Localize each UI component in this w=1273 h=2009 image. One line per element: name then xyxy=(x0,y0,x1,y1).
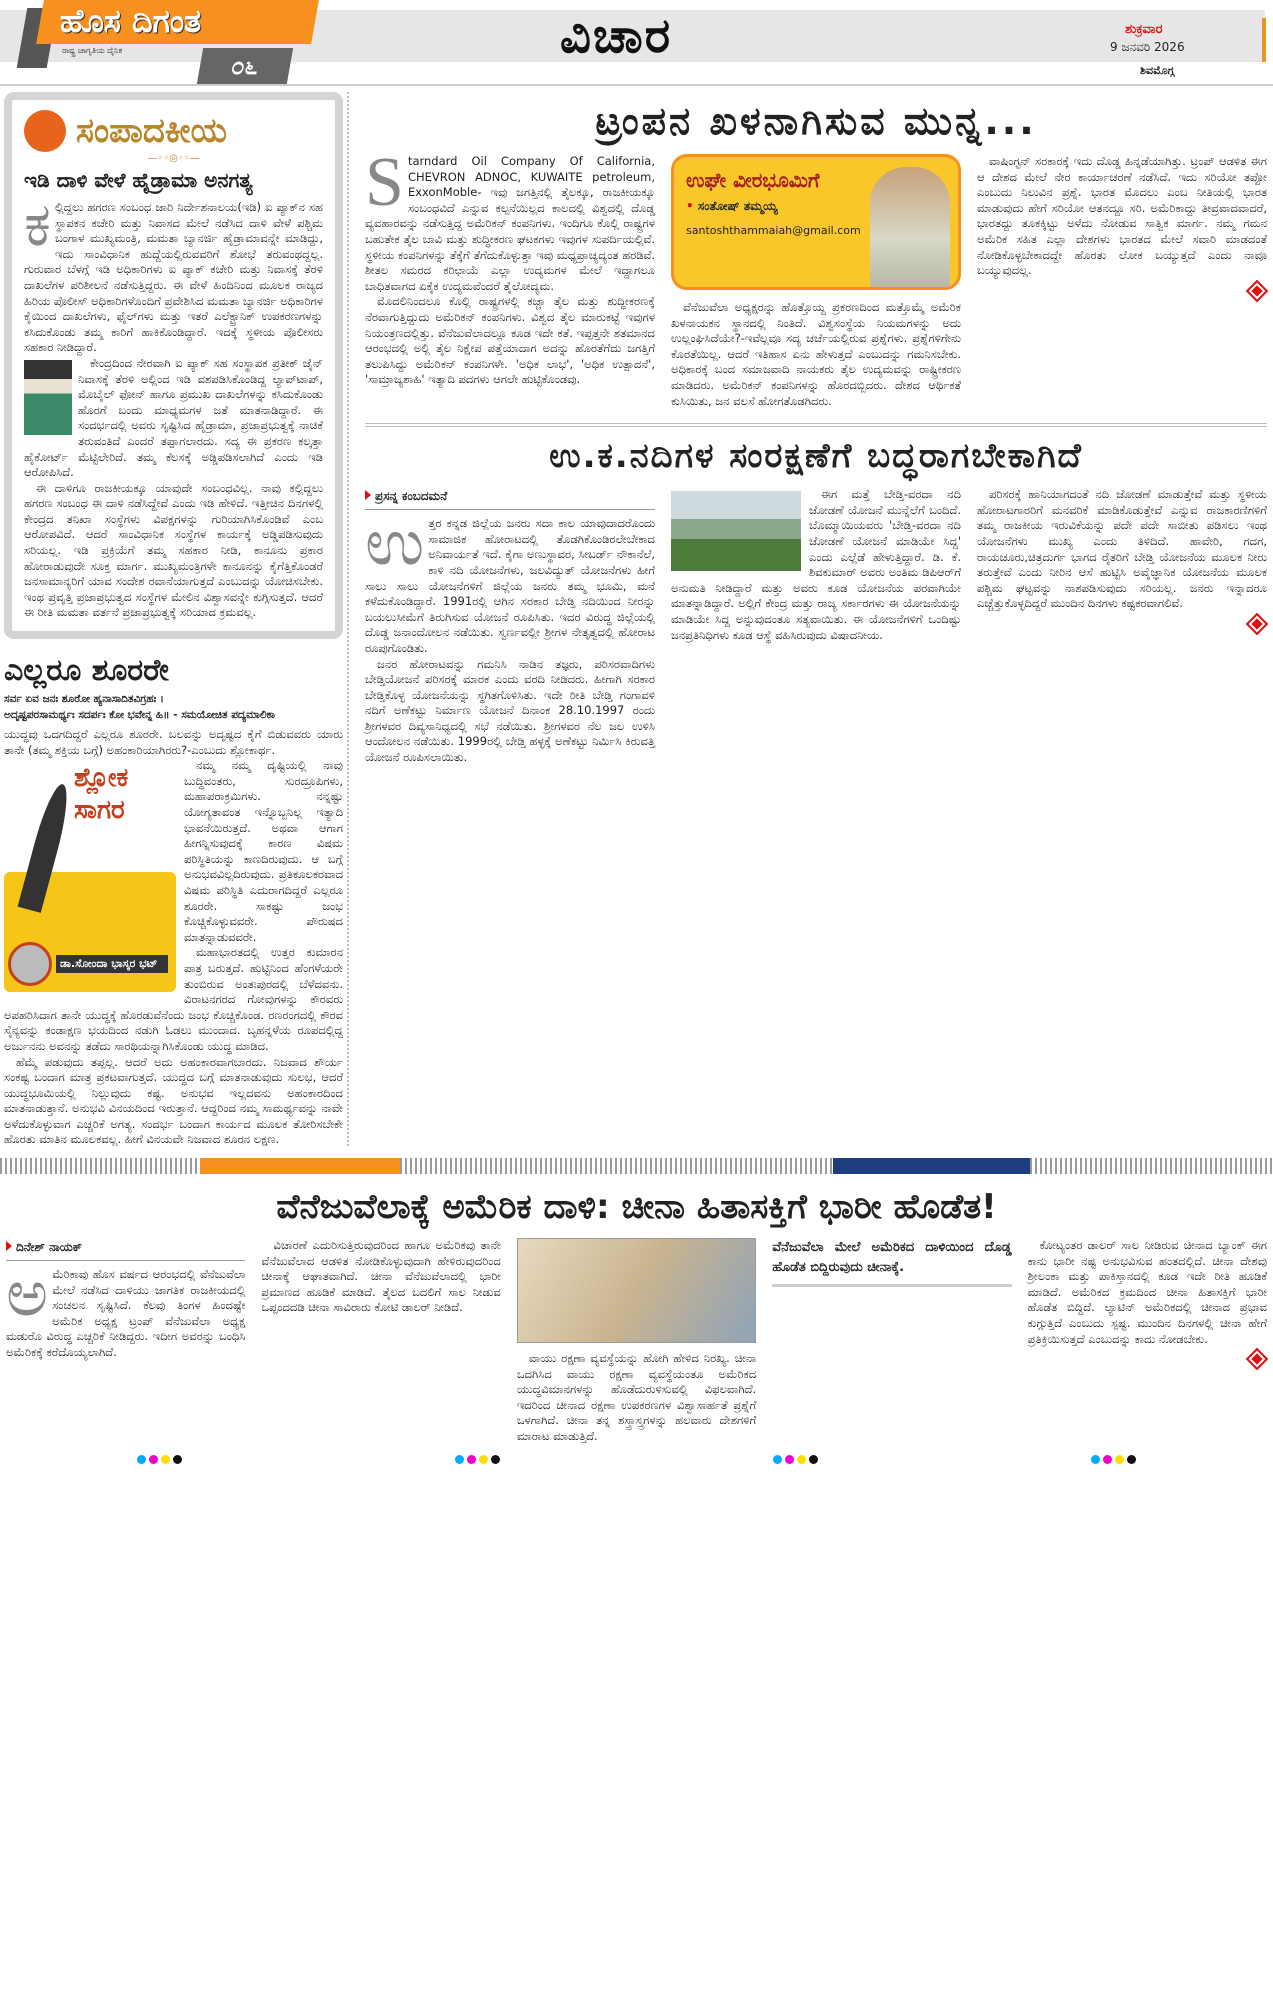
article3-headline: ವೆನೆಜುವೆಲಾಕ್ಕೆ ಅಮೆರಿಕ ದಾಳಿ: ಚೀನಾ ಹಿತಾಸಕ್ತಿಗೆ ಭಾರೀ ಹೊಡೆತ! xyxy=(276,1187,997,1228)
shloka-author: ಡಾ.ಸೋಂದಾ ಭಾಸ್ಕರ ಭಟ್ xyxy=(56,955,168,973)
registration-dots xyxy=(1091,1455,1136,1464)
paragraph: ಈ ದಾಳಿಗೂ ರಾಜಕೀಯಕ್ಕೂ ಯಾವುದೇ ಸಂಬಂಧವಿಲ್ಲ. ನಾವು ಕಲ್ಲಿದ್ದಲು ಹಗರಣ ಸಂಬಂಧ ಈ ದಾಳಿ ನಡೆಸಿದ್ದೇವೆ ಎಂದು ಇಡಿ ಹೇಳಿದೆ. ಇತ್ತೀಚಿನ ದಿನಗಳಲ್ಲಿ ಕೇಂದ್ರದ ತನಿಖಾ ಸಂಸ್ಥೆಗಳು ವಿಪಕ್ಷಗಳನ್ನು ಗುರಿಯಾಗಿಸಿಕೊಂಡಿವೆ ಎಂಬ ಆರೋಪವಿದೆ. ಆದರೆ ಸಾಂವಿಧಾನಿಕ ಸಂಸ್ಥೆಗಳ ಕಾರ್ಯಕ್ಕೆ ಅಡ್ಡಿಪಡಿಸುವುದು ಸರಿಯಲ್ಲ. ಇಡಿ ಪ್ರಕ್ರಿಯೆಗೆ ತಮ್ಮ ಸಹಕಾರ ನೀಡಿ, ಕಾನೂನು ಪ್ರಕಾರ ಹೋರಾಡುವುದೇ ಸೂಕ್ತ ಮಾರ್ಗ. ಮುಖ್ಯಮಂತ್ರಿಗಳೇ ಕಾನೂನನ್ನು ಕೈಗೆತ್ತಿಕೊಂಡರೆ ಜನಸಾಮಾನ್ಯರಿಗೆ ಯಾವ ಸಂದೇಶ ರವಾನೆಯಾಗುತ್ತದೆ ಎಂಬುದನ್ನು ಯೋಚಿಸಬೇಕು. ಇಂಥ ಪ್ರವೃತ್ತಿ ಪ್ರಜಾಪ್ರಭುತ್ವದ ಸಂಸ್ಥೆಗಳ ಮೇಲಿನ ವಿಶ್ವಾಸವನ್ನೇ ಕುಗ್ಗಿಸುತ್ತದೆ. ಆದರೆ ಈ ರೀತಿ ಮಮತಾ ವರ್ತನೆ ಪ್ರಜಾಪ್ರಭುತ್ವಕ್ಕೆ ಸರಿಯಾದ ಕ್ರಮವಲ್ಲ. xyxy=(24,480,323,620)
paragraph: ಕೋಟ್ಯಂತರ ಡಾಲರ್ ಸಾಲ ನೀಡಿರುವ ಚೀನಾದ ಬ್ಯಾಂಕ್ ಈಗ ಕಾನು ಭಾರೀ ನಷ್ಟ ಅನುಭವಿಸುವ ಹಂತದಲ್ಲಿದೆ. ಚೀನಾ ದೇಶವು ಶ್ರೀಲಂಕಾ ಮತ್ತು ಪಾಕಿಸ್ತಾನದಲ್ಲಿ ಕೂಡ ಇದೇ ರೀತಿ ಹೂಡಿಕೆ ಮಾಡಿದೆ. ಅಮೆರಿಕದ ಕ್ರಮದಿಂದ ಚೀನಾ ಹಿತಾಸಕ್ತಿಗೆ ಭಾರೀ ಹೊಡೆತ ಬಿದ್ದಿದೆ. ಲ್ಯಾಟಿನ್ ಅಮೆರಿಕದಲ್ಲಿ ಚೀನಾದ ಪ್ರಭಾವ ಕುಗ್ಗುತ್ತಿದೆ ಎಂಬುದು ಸ್ಪಷ್ಟ. ಮುಂದಿನ ದಿನಗಳಲ್ಲಿ ಚೀನಾ ಹೇಗೆ ಪ್ರತಿಕ್ರಿಯಿಸುತ್ತದೆ ಎಂಬುದನ್ನು ಕಾದು ನೋಡಬೇಕು. xyxy=(1027,1238,1268,1346)
article1-col-2 xyxy=(671,154,961,409)
paragraph: ವಾಯು ರಕ್ಷಣಾ ವ್ಯವಸ್ಥೆಯನ್ನು ಹೋಗಿ ಹೇಳಿದ ನಿರಖ್ಯ. ಚೀನಾ ಒದಗಿಸಿದ ವಾಯು ರಕ್ಷಣಾ ವ್ಯವಸ್ಥೆಯಂತೂ ಅಮೆರಿಕದ ಯುದ್ಧವಿಮಾನಗಳನ್ನು ಹೊಡೆದುರುಳಿಸುವಲ್ಲಿ ವಿಫಲವಾಗಿದೆ. ಇದರಿಂದ ಚೀನಾದ ರಕ್ಷಣಾ ಉಪಕರಣಗಳ ವಿಶ್ವಾಸಾರ್ಹತೆ ಪ್ರಶ್ನೆಗೆ ಒಳಗಾಗಿದೆ. ಚೀನಾ ತನ್ನ ಶಸ್ತ್ರಾಸ್ತ್ರಗಳನ್ನು ಹಲವಾರು ದೇಶಗಳಿಗೆ ಮಾರಾಟ ಮಾಡುತ್ತಿದೆ. xyxy=(516,1351,757,1444)
logo-tagline: ರಾಷ್ಟ್ರ ಜಾಗೃತಿಯ ದೈನಿಕ xyxy=(62,46,123,55)
article2-byline: ಪ್ರಸನ್ನ ಕಂಬದಮನೆ xyxy=(365,487,655,510)
drop-cap: S xyxy=(365,144,404,221)
paragraph: ವಿಚಾರಣೆ ಎದುರಿಸುತ್ತಿರುವುದರಿಂದ ಹಾಗೂ ಅಮೆರಿಕವು ತಾನೇ ವೆನೆಜುವೆಲಾದ ಆಡಳಿತ ನೋಡಿಕೊಳ್ಳುವುದಾಗಿ ಹೇಳಿರುವುದರಿಂದ ಚೀನಾಕ್ಕೆ ಆಘಾತವಾಗಿದೆ. ಚೀನಾ ವೆನೆಜುವೆಲಾದಲ್ಲಿ ಭಾರೀ ಪ್ರಮಾಣದ ಹೂಡಿಕೆ ಮಾಡಿದೆ. ತೈಲದ ಬದಲಿಗೆ ಸಾಲ ನೀಡುವ ಒಪ್ಪಂದದಡಿ ಚೀನಾ ಸಾವಿರಾರು ಕೋಟಿ ಡಾಲರ್ ನೀಡಿದೆ. xyxy=(261,1238,501,1315)
newspaper-logo: ಹೊಸ ದಿಗಂತ xyxy=(60,2,202,40)
paragraph: ಮೆರಿಕಾವು ಹೊಸ ವರ್ಷದ ಆರಂಭದಲ್ಲಿ ವೆನೆಜುವೆಲಾ ಮೇಲೆ ನಡೆಸಿದ ದಾಳಿಯು ಜಾಗತಿಕ ರಾಜಕೀಯದಲ್ಲಿ ಸಂಚಲನ ಸೃಷ್ಟಿಸಿದೆ. ಕೆಲವು ತಿಂಗಳ ಹಿಂದಷ್ಟೇ ಅಮೆರಿಕ ಅಧ್ಯಕ್ಷ ಟ್ರಂಪ್ ವೆನೆಜುವೆಲಾ ಅಧ್ಯಕ್ಷ ಮಡುರೊ ವಿರುದ್ಧ ಎಚ್ಚರಿಕೆ ನೀಡಿದ್ದರು. ಇದೀಗ ಅವರನ್ನು ಬಂಧಿಸಿ ಅಮೆರಿಕಕ್ಕೆ ಕರೆದೊಯ್ಯಲಾಗಿದೆ. xyxy=(6,1267,246,1360)
paragraph: ವೆನೆಜುವೆಲಾ ಅಧ್ಯಕ್ಷರನ್ನು ಹೊತ್ತೊಯ್ದ ಪ್ರಕರಣದಿಂದ ಮತ್ತೊಮ್ಮೆ ಅಮೆರಿಕ ಖಳನಾಯಕನ ಸ್ಥಾನದಲ್ಲಿ ನಿಂತಿದೆ. ವಿಶ್ವಸಂಸ್ಥೆಯ ನಿಯಮಗಳನ್ನು ಅದು ಉಲ್ಲಂಘಿಸಿದೆಯೇ?-ಇವೆಲ್ಲವೂ ಸದ್ಯ ಚರ್ಚೆಯಲ್ಲಿರುವ ಪ್ರಶ್ನೆಗಳು. ಪ್ರಶ್ನೆಗಳಿಗೇನು ಕೊರತೆಯಿಲ್ಲ. ಆದರೆ ಇತಿಹಾಸ ಏನು ಹೇಳುತ್ತದೆ ಎಂಬುದನ್ನು ಗಮನಿಸಬೇಕು. ಅಧಿಕಾರಕ್ಕೆ ಬಂದ ಸಮಾಜವಾದಿ ನಾಯಕರು ತೈಲ ಉದ್ಯಮವನ್ನು ರಾಷ್ಟ್ರೀಕರಣ ಮಾಡಿದರು. ಅಮೆರಿಕನ್ ಕಂಪನಿಗಳನ್ನು ಹೊರದಬ್ಬಿದರು. ದೇಶದ ಆರ್ಥಿಕತೆ ಕುಸಿಯಿತು, ಜನ ವಲಸೆ ಹೋಗತೊಡಗಿದರು. xyxy=(671,300,961,408)
day: ಶುಕ್ರವಾರ xyxy=(1125,22,1163,37)
editorial-header xyxy=(24,110,323,152)
section-title: ವಿಚಾರ xyxy=(560,8,673,64)
article3-byline: ದಿನೇಶ್ ನಾಯಕ್ xyxy=(6,1238,245,1261)
color-bar-orange xyxy=(200,1158,400,1174)
color-bar xyxy=(0,1158,1273,1174)
paragraph: ಈಗ ಮತ್ತೆ ಬೇಡ್ತಿ-ವರದಾ ನದಿ ಜೋಡಣೆ ಯೋಜನೆ ಮುನ್ನೆಲೆಗೆ ಬಂದಿದೆ. ಬೊಮ್ಮಾಯಿಯವರು 'ಬೇಡ್ತಿ-ವರದಾ ನದಿ ಜೋಡಣೆ ಯೋಜನೆ ಮಾಡಿಯೇ ಸಿದ್ದ' ಎಂದು ಎಲ್ಲೆಡೆ ಹೇಳುತ್ತಿದ್ದಾರೆ. ಡಿ. ಕೆ. ಶಿವಕುಮಾರ್ ಅವರು ಅಂತಿಮ ಡಿಪಿಆರ್‌ಗೆ ಅನುಮತಿ ನೀಡಿದ್ದಾರೆ ಮತ್ತು ಅವರು ಕೂಡ ಯೋಜನೆಯ ಪರವಾಗಿಯೇ ಮಾತನ್ನಾಡಿದ್ದಾರೆ. ಅಲ್ಲಿಗೆ ಕೇಂದ್ರ ಮತ್ತು ರಾಜ್ಯ ಸರ್ಕಾರಗಳು ಈ ಯೋಜನೆಯನ್ನು ಮಾಡಿಯೇ ಸಿದ್ದ ಅನ್ನುವುದಂತೂ ಸತ್ಯವಾಯಿತು. ಈ ಯೋಜನೆಗಳಿಗೆ ಒಂದಿಷ್ಟು ಜನಪ್ರತಿನಿಧಿಗಳು ಕೂಡ ಆಸ್ಥೆ ವಹಿಸಿರುವುದು ವಿಷಾದನೀಯ. xyxy=(671,487,961,642)
paragraph: ಮಹಾಭಾರತದಲ್ಲಿ ಉತ್ತರ ಕುಮಾರನ ಪಾತ್ರ ಬರುತ್ತದೆ. ಹುಟ್ಟಿನಿಂದ ಹೆಂಗಳೆಯರೇ ತುಂಬಿರುವ ಅಂತಃಪುರದಲ್ಲಿ ಬೆಳೆದವನು. ವಿರಾಟನಗರದ ಗೋವುಗಳನ್ನು ಕೌರವರು ಅಪಹರಿಸಿದಾಗ ತಾನೇ ಯುದ್ಧಕ್ಕೆ ಹೊರಡುವೆನೆಂದು ಜಂಭ ಕೊಚ್ಚಿಕೊಂಡ. ರಣರಂಗದಲ್ಲಿ ಕೌರವ ಸೈನ್ಯವನ್ನು ಕಂಡಾಕ್ಷಣ ಭಯದಿಂದ ನಡುಗಿ ಓಡಲು ಮುಂದಾದ. ಬೃಹನ್ನಳೆಯ ರೂಪದಲ್ಲಿದ್ದ ಅರ್ಜುನನು ಅವನನ್ನು ತಡೆದು ಸಾರಥಿಯನ್ನಾಗಿಸಿಕೊಂಡು ಯುದ್ಧ ಮಾಡಿದ. xyxy=(4,945,343,1053)
registration-dots xyxy=(455,1455,500,1464)
end-mark-icon xyxy=(1249,1351,1266,1368)
article2-body xyxy=(365,487,1267,766)
paragraph: ಯುದ್ಧವು ಒದಗದಿದ್ದರೆ ಎಲ್ಲರೂ ಶೂರರೇ. ಬಲವನ್ನು ಅದೃಷ್ಟದ ಕೈಗೆ ಬಿಡುವವರು ಯಾರು ತಾನೇ (ತಮ್ಮ ಶಕ್ತಿಯ ಬಗ್ಗೆ) ಅಹಂಕಾರಿಯಾಗಿರರು?-ಎಂಬುದು ಶ್ಲೋಕಾರ್ಥ. xyxy=(4,727,343,757)
drop-cap: ಉ xyxy=(365,507,425,579)
author-name: ಸಂತೋಷ್ ತಮ್ಮಯ್ಯ xyxy=(697,199,778,213)
author-email[interactable]: santoshthammaiah@gmail.com xyxy=(686,224,861,237)
shloka-column-title: ಶ್ಲೋಕ ಸಾಗರ xyxy=(74,763,129,826)
editorial-headline: ಇಡಿ ದಾಳಿ ವೇಳೆ ಹೈಡ್ರಾಮಾ ಅನಗತ್ಯ xyxy=(24,168,253,192)
paragraph: ಲ್ಲಿದ್ದಲು ಹಗರಣ ಸಂಬಂಧ ಜಾರಿ ನಿರ್ದೇಶನಾಲಯ(ಇಡಿ) ಐ ಪ್ಯಾಕ್‌ನ ಸಹ ಸ್ಥಾಪಕನ ಕಚೇರಿ ಮತ್ತು ನಿವಾಸದ ಮೇಲೆ ನಡೆಸಿದ ದಾಳಿ ವೇಳೆ ಪಶ್ಚಿಮ ಬಂಗಾಳ ಮುಖ್ಯಮಂತ್ರಿ, ಮಮತಾ ಬ್ಯಾನರ್ಜಿ ಹೈಡ್ರಾಮಾವನ್ನೇ ಮಾಡಿದ್ದು, ಇದು ಸಾಂವಿಧಾನಿಕ ಹುದ್ದೆಯಲ್ಲಿರುವವರಿಗೆ ಶೋಭೆ ತರುವಂಥದ್ದಲ್ಲ. ಗುರುವಾರ ಬೆಳಗ್ಗೆ ಇಡಿ ಅಧಿಕಾರಿಗಳು ಐ ಪ್ಯಾಕ್ ಕಚೇರಿ ಮತ್ತು ನಿವಾಸಕ್ಕೆ ತೆರಳಿ ದಾಖಲೆಗಳ ಪರಿಶೀಲನೆ ನಡೆಸುತ್ತಿದ್ದರು. ಈ ವೇಳೆ ಹಿಂದಿನಿಂದ ಮೂಲಕ ರಾಜ್ಯದ ಹಿರಿಯ ಪೊಲೀಸ್ ಅಧಿಕಾರಿಗಳೊಂದಿಗೆ ಪ್ರವೇಶಿಸಿದ ಮಮತಾ ಬ್ಯಾನರ್ಜಿ ಅಧಿಕಾರಿಗಳ ಕೈಯಿಂದ ದಾಖಲೆಗಳು, ಫೈಲ್‌ಗಳು ಮತ್ತು ಇತರೆ ಎಲೆಕ್ಟ್ರಾನಿಕ್ ಉಪಕರಣಗಳನ್ನು ಕಸಿದುಕೊಂಡು ತಮ್ಮ ಕಾರಿಗೆ ಹಾಕಿಕೊಂಡಿದ್ದಾರೆ. ಇದಕ್ಕೆ ಸ್ಥಳೀಯ ಪೊಲೀಸರು ಸಹಕಾರ ನೀಡಿದ್ದಾರೆ. xyxy=(24,200,323,355)
author-avatar xyxy=(8,942,52,986)
paragraph: ನಮ್ಮ ನಮ್ಮ ದೃಷ್ಟಿಯಲ್ಲಿ ನಾವು ಬುದ್ಧಿವಂತರು, ಸುರದ್ರೂಪಿಗಳು, ಮಹಾಪರಾಕ್ರಮಿಗಳು. ನನ್ನಷ್ಟು ಯೋಗ್ಯತಾವಂತ ಇನ್ನೊಬ್ಬನಿಲ್ಲ ಇತ್ಯಾದಿ ಭಾವನೆಯಿರುತ್ತದೆ. ಅಥವಾ ಆಗಾಗ ಹೀಗನ್ನಿಸುವುದಕ್ಕೆ ಕಾರಣ ವಿಷಮ ಪರಿಸ್ಥಿತಿಯನ್ನು ಕಾಣದಿರುವುದು. ಆ ಬಗ್ಗೆ ಅನುಭವವಿಲ್ಲದಿರುವುದು. ಪ್ರತಿಕೂಲಕರವಾದ ವಿಷಮ ಪರಿಸ್ಥಿತಿ ಎದುರಾಗದಿದ್ದರೆ ಎಲ್ಲರೂ ಶೂರರೇ. ಸಾಕಷ್ಟು ಜಂಭ ಕೊಚ್ಚಿಕೊಳ್ಳುವವರೇ. ಪೌರುಷದ ಮಾತನ್ನಾಡುವವರೇ. xyxy=(184,758,343,944)
divider xyxy=(365,423,1267,427)
registration-marks xyxy=(0,1445,1273,1470)
article3-col-2 xyxy=(261,1238,500,1316)
shloka-verse xyxy=(4,691,343,723)
registration-dots xyxy=(773,1455,818,1464)
author-block xyxy=(8,942,168,986)
drop-cap: ಕ xyxy=(24,192,51,258)
verse-line-1: ಸರ್ವ ಏವ ಜನಃ ಶೂರೋ ಹ್ಯನಾಸಾದಿತವಿಗ್ರಹಃ । xyxy=(4,693,164,706)
paragraph: ತ್ತರ ಕನ್ನಡ ಜಿಲ್ಲೆಯ ಜನರು ಸದಾ ಕಾಲ ಯಾವುದಾದರೊಂದು ಸಾಮಾಜಿಕ ಹೋರಾಟದಲ್ಲಿ ತೊಡಗಿಕೊಂಡಿರಲೇಬೇಕಾದ ಅನಿವಾರ್ಯತೆ ಇದೆ. ಕೈಗಾ ಅಣುಸ್ಥಾವರ, ಸೀಬರ್ಡ್ ನೌಕಾನೆಲೆ, ಕಾಳಿ ನದಿ ಯೋಜನೆಗಳು, ಜಲವಿದ್ಯುತ್ ಯೋಜನೆಗಳು ಹೀಗೆ ಸಾಲು ಸಾಲು ಯೋಜನೆಗಳಿಗೆ ಜಿಲ್ಲೆಯ ಜನರು ತಮ್ಮ ಭೂಮಿ, ಮನೆ ಕಳೆದುಕೊಂಡಿದ್ದಾರೆ. 1991ರಲ್ಲಿ ಆಗಿನ ಸರಕಾರ ಬೇಡ್ತಿ ನದಿಯಿಂದ ನೀರನ್ನು ಬಯಲುಸೀಮೆಗೆ ತಿರುಗಿಸುವ ಯೋಜನೆ ರೂಪಿಸಿತು. ಇದರ ವಿರುದ್ಧ ಜಿಲ್ಲೆಯಲ್ಲಿ ದೊಡ್ಡ ಜನಾಂದೋಲನ ನಡೆಯಿತು. ಸ್ವರ್ಣವಲ್ಲೀ ಶ್ರೀಗಳ ನೇತೃತ್ವದಲ್ಲಿ ಹೋರಾಟ ರೂಪುಗೊಂಡಿತು. xyxy=(365,516,655,655)
article3-col-3 xyxy=(517,1238,756,1445)
paragraph: ಜನರ ಹೋರಾಟವನ್ನು ಗಮನಿಸಿ ನಾಡಿನ ತಜ್ಞರು, ಪರಿಸರವಾದಿಗಳು ಬೇಡ್ತಿಯೋಜನೆ ಪರಿಸರಕ್ಕೆ ಮಾರಕ ಎಂದು ವರದಿ ನೀಡಿದರು. ಹೀಗಾಗಿ ಸರಕಾರ ಬೇಡ್ತಿಕೊಳ್ಳ ಯೋಜನೆಯನ್ನು ಸ್ಥಗಿತಗೊಳಿಸಿತು. ಇದೇ ರೀತಿ ಬೇಡ್ತಿ ಗಂಗಾವಳಿ ನದಿಗೆ ಅಣೆಕಟ್ಟು ನಿರ್ಮಾಣ ಯೋಜನೆ ದಿನಾಂಕ 28.10.1997 ರಂದು ಶ್ರೀಗಳವರ ದಿವ್ಯಸಾನಿಧ್ಯದಲ್ಲಿ ಸಭೆ ನಡೆಯಿತು. ಶ್ರೀಗಳವರ ನೆಲ ಜಲ ಉಳಿಸಿ ಆಂದೋಲನ ನಡೆಯಿತು. 1999ರಲ್ಲಿ ಬೇಡ್ತಿ ಹಳ್ಳಕ್ಕೆ ಅಣೆಕಟ್ಟು ನಿರ್ಮಿಸಿ ಕಿರುವತ್ತಿ ಯೋಜನೆ ರೂಪಿಸಲಾಯಿತು. xyxy=(365,656,655,765)
editorial-body xyxy=(24,192,323,621)
registration-dots xyxy=(137,1455,182,1464)
river-photo xyxy=(671,491,801,571)
shloka-graphic xyxy=(4,762,176,992)
column-box xyxy=(671,154,961,290)
left-column xyxy=(0,92,347,1148)
mamata-photo xyxy=(24,360,72,435)
paragraph: ಕೇಂದ್ರದಿಂದ ನೇರವಾಗಿ ಐ ಪ್ಯಾಕ್ ಸಹ ಸಂಸ್ಥಾಪಕ ಪ್ರತೀಕ್ ಜೈನ್ ನಿವಾಸಕ್ಕೆ ತೆರಳಿ ಅಲ್ಲಿಂದ ಇಡಿ ವಶಪಡಿಸಿಕೊಂಡಿದ್ದ ಲ್ಯಾಪ್‌ಟಾಪ್, ಮೊಬೈಲ್ ಫೋನ್ ಹಾಗೂ ಪ್ರಮುಖ ದಾಖಲೆಗಳನ್ನು ಕಸಿದುಕೊಂಡು ಹೊರಗೆ ಬಂದು ಮಾಧ್ಯಮಗಳ ಜತೆ ಮಾತನಾಡಿದ್ದಾರೆ. ಈ ಸಂದರ್ಭದಲ್ಲಿ ಅವರು ಸೃಷ್ಟಿಸಿದ ಹೈಡ್ರಾಮಾ, ಪ್ರಜಾಪ್ರಭುತ್ವಕ್ಕೆ ನಾಚಿಕೆ ತರುವಂತಿದೆ ಎಂದರೆ ತಪ್ಪಾಗಲಾರದು. ಸದ್ಯ ಈ ಪ್ರಕರಣ ಕಲ್ಕತ್ತಾ ಹೈಕೋರ್ಟ್ ಮೆಟ್ಟಿಲೇರಿದೆ. ತಮ್ಮ ಕೆಲಸಕ್ಕೆ ಅಡ್ಡಿಪಡಿಸಲಾಗಿದೆ ಎಂದು ಇಡಿ ಆರೋಪಿಸಿದೆ. xyxy=(24,355,323,480)
page-number: ೦೬ xyxy=(197,48,293,84)
masthead xyxy=(0,0,1273,86)
edition-city: ಶಿವಮೊಗ್ಗ xyxy=(1140,64,1175,77)
article3-col-1 xyxy=(6,1238,245,1361)
paragraph: ವಾಷಿಂಗ್ಟನ್ ಸರಕಾರಕ್ಕೆ ಇದು ದೊಡ್ಡ ಹಿನ್ನಡೆಯಾಗಿತ್ತು. ಟ್ರಂಪ್ ಆಡಳಿತ ಈಗ ಆ ದೇಶದ ಮೇಲೆ ನೇರ ಕಾರ್ಯಾಚರಣೆ ನಡೆಸಿದೆ. ಇದು ಸರಿಯೋ ತಪ್ಪೋ ಎಂಬುದು ನಿಲುವಿನ ಪ್ರಶ್ನೆ. ಭಾರತ ಮೊದಲು ಎಂಬ ನೀತಿಯಲ್ಲಿ ಭಾರತ ಮಾಡುವುದು ಹೇಗೆ ಸರಿಯೋ ಆತನದ್ದೂ ಸರಿ. ಅಮೆರಿಕಾದ್ದು ತೀವ್ರವಾದವಾದರೆ, ಭಾರತದ್ದು ತೂಕಕ್ಕಿಟ್ಟು ಅಳೆದು ನೋಡುವ ಸಾತ್ವಿಕ ಮಾರ್ಗ. ನಮ್ಮ ಗಮನ ಅಮೆರಿಕ ಸಹಿತ ಎಲ್ಲಾ ದೇಶಗಳು ಭಾರತದ ಮೇಲೆ ಸವಾರಿ ಮಾಡದಂತೆ ನೋಡಿಕೊಳ್ಳಬೇಕಾದದ್ದೇ ಹೊರತು ಲೋಕ ಬಯ್ಯುತ್ತದೆ ಎಂದು ನಾವೂ ಬಯ್ಯುವುದಲ್ಲ. xyxy=(977,154,1267,278)
article3-col-5 xyxy=(1028,1238,1267,1365)
end-mark-icon xyxy=(1249,615,1266,632)
article2-col-1 xyxy=(365,487,655,766)
article2-headline: ಉ.ಕ.ನದಿಗಳ ಸಂರಕ್ಷಣೆಗೆ ಬದ್ಧರಾಗಬೇಕಾಗಿದೆ xyxy=(549,436,1083,477)
paragraph: tarndard Oil Company Of California, CHEVRON ADNOC, KUWAITE petroleum, ExxonMoble- ಇವು ಜಗತ್ತಿನಲ್ಲಿ ತೈಲಕ್ಕೂ, ರಾಜಕೀಯಕ್ಕೂ ಸಂಬಂಧವಿದೆ ಎನ್ನುವ ಕಲ್ಪನೆಯಿಲ್ಲದ ಕಾಲದಲ್ಲಿ ವಿಶ್ವದಲ್ಲಿ ದೊಡ್ಡ ವ್ಯವಹಾರವನ್ನು ನಡೆಸುತ್ತಿದ್ದ ಅಮೆರಿಕನ್ ಕಂಪನಿಗಳು. ಇಂದಿಗೂ ಕೊಲ್ಲಿ ರಾಷ್ಟ್ರಗಳ ಬಹುತೇಕ ತೈಲ ಬಾವಿ ಮತ್ತು ಶುದ್ಧೀಕರಣ ಘಟಕಗಳು ಇವುಗಳ ಸುಪರ್ದಿಯಲ್ಲಿವೆ. ಸ್ಥಳೀಯ ಕಂಪನಿಗಳನ್ನು ತೆಕ್ಕೆಗೆ ತೆಗೆದುಕೊಳ್ಳುತ್ತಾ ಇವು ಮಧ್ಯಪ್ರಾಚ್ಯದ್ಯಂತ ಹರಡಿವೆ. ಶೀತಲ ಸಮರದ ಕರಿಛಾಯೆ ಎಲ್ಲಾ ಉದ್ಯಮಗಳ ಮೇಲೆ ಇದ್ದಾಗಲೂ ಬಾಧಿತವಾಗದ ಏಕೈಕ ಉದ್ಯಮವೆಂದರೆ ತೈಲೋದ್ಯಮ. xyxy=(365,154,655,293)
trump-xi-cartoon xyxy=(517,1238,756,1343)
end-mark-icon xyxy=(1249,282,1266,299)
main-column xyxy=(349,92,1273,1148)
column-author: • ಸಂತೋಷ್ ತಮ್ಮಯ್ಯ xyxy=(686,199,778,213)
paragraph: ಪರಿಸರಕ್ಕೆ ಹಾನಿಯಾಗದಂತೆ ನದಿ ಜೋಡಣೆ ಮಾಡುತ್ತೇವೆ ಮತ್ತು ಸ್ಥಳೀಯ ಹೋರಾಟಗಾರರಿಗೆ ಮನವರಿಕೆ ಮಾಡಿಕೊಡುತ್ತೇವೆ ಎನ್ನುವ ರಾಜಕಾರಣಿಗಳಿಗೆ ತಮ್ಮ ರಾಜಕೀಯ ಇರುವಿಕೆಯನ್ನು ಪದೇ ಪದೇ ಸಾಬೀತು ಪಡಿಸಲು ಇಂಥ ಯೋಜನೆಗಳು ಮುಖ್ಯ ಎಂದು ತಿಳಿದಿದೆ. ಹಾವೇರಿ, ಗದಗ, ರಾಯಚೂರು,ಚಿತ್ರದುರ್ಗ ಭಾಗದ ರೈತರಿಗೆ ಬೇಡ್ತಿ ಯೋಜನೆಯ ಮೂಲಕ ನೀರು ತರುತ್ತೇವೆ ಎಂದು ನೀರಿನ ಆಸೆ ಹುಟ್ಟಿಸಿ ಅವೈಜ್ಞಾನಿಕ ಯೋಜನೆಯ ಮೂಲಕ ಪಶ್ಚಿಮ ಘಟ್ಟವನ್ನು ನಾಶಪಡಿಸುವುದು ಸರಿಯಲ್ಲ. ಜನರು ಇನ್ನಾದರೂ ಎಚ್ಚೆತ್ತುಕೊಳ್ಳದಿದ್ದರೆ ಮುಂದಿನ ದಿನಗಳು ಕಷ್ಟಕರವಾಗಲಿವೆ. xyxy=(977,487,1267,611)
paragraph: ಹೆಮ್ಮೆ ಪಡುವುದು ತಪ್ಪಲ್ಲ. ಆದರೆ ಅದು ಅಹಂಕಾರವಾಗಬಾರದು. ನಿಜವಾದ ಶೌರ್ಯ ಸಂಕಷ್ಟ ಬಂದಾಗ ಮಾತ್ರ ಪ್ರಕಟವಾಗುತ್ತದೆ. ಯುದ್ಧದ ಬಗ್ಗೆ ಮಾತನಾಡುವುದು ಸುಲಭ, ಆದರೆ ಯುದ್ಧಭೂಮಿಯಲ್ಲಿ ನಿಲ್ಲುವುದು ಕಷ್ಟ. ಅನುಭವ ಇಲ್ಲದವನು ಅಹಂಕಾರದಿಂದ ಮಾತನಾಡುತ್ತಾನೆ. ಅನುಭವಿ ವಿನಯದಿಂದ ಇರುತ್ತಾನೆ. ಆದ್ದರಿಂದ ನಮ್ಮ ಸಾಮರ್ಥ್ಯವನ್ನು ನಾವೇ ಅಳೆದುಕೊಳ್ಳುವಾಗ ಎಚ್ಚರಿಕೆ ಅಗತ್ಯ. ಸಂದರ್ಭ ಬಂದಾಗ ಕಾರ್ಯದ ಮೂಲಕ ತೋರಿಸಬೇಕೇ ಹೊರತು ಮಾತಿನ ಮೂಲಕವಲ್ಲ. ಹೀಗೆ ವಿನಯವೇ ನಿಜವಾದ ಶೂರನ ಲಕ್ಷಣ. xyxy=(4,1054,343,1147)
article1-body xyxy=(365,144,1267,409)
date: 9 ಜನವರಿ 2026 xyxy=(1110,40,1185,54)
author-photo xyxy=(870,167,950,287)
article1-col-3 xyxy=(977,154,1267,297)
drop-cap: ಅ xyxy=(6,1258,49,1330)
article3-col-4 xyxy=(772,1238,1011,1287)
accent-strip xyxy=(1262,18,1266,62)
paragraph: ಮೊದಲಿನಿಂದಲೂ ಕೊಲ್ಲಿ ರಾಷ್ಟ್ರಗಳಲ್ಲಿ ಕಚ್ಚಾ ತೈಲ ಮತ್ತು ಶುದ್ಧೀಕರಣಕ್ಕೆ ನೆರವಾಗುತ್ತಿದ್ದುದು ಅಮೆರಿಕನ್ ಕಂಪನಿಗಳು. ವಿಶ್ವದ ತೈಲ ಮಾರುಕಟ್ಟೆ ಇವುಗಳ ನಿಯಂತ್ರಣದಲ್ಲಿತ್ತು. ವೆನೆಜುವೆಲಾದಲ್ಲೂ ಕೂಡ ಇದೇ ಕತೆ. ಇಪ್ಪತ್ತನೇ ಶತಮಾನದ ಆರಂಭದಲ್ಲಿ ಅಲ್ಲಿ ತೈಲ ನಿಕ್ಷೇಪ ಪತ್ತೆಯಾದಾಗ ಅದನ್ನು ಹೊರತೆಗೆದು ಜಗತ್ತಿಗೆ ತಲುಪಿಸಿದ್ದು ಅಮೆರಿಕನ್ ಕಂಪನಿಗಳೇ. 'ಅಧಿಕ ಲಾಭ', 'ಅಧಿಕ ಉತ್ಪಾದನೆ', 'ಸಾಮ್ರಾಜ್ಯಶಾಹಿ' ಇತ್ಯಾದಿ ಪದಗಳು ಆಗಲೇ ಹುಟ್ಟಿಕೊಂಡವು. xyxy=(365,294,655,387)
pull-quote: ವೆನೆಜುವೆಲಾ ಮೇಲೆ ಅಮೆರಿಕದ ದಾಳಿಯಿಂದ ದೊಡ್ಡ ಹೊಡೆತ ಬಿದ್ದಿರುವುದು ಚೀನಾಕ್ಕೆ. xyxy=(772,1238,1011,1287)
editorial-box xyxy=(4,92,343,639)
shloka-headline: ಎಲ್ಲರೂ ಶೂರರೇ xyxy=(4,653,169,689)
article1-col-1 xyxy=(365,144,655,388)
column-box-text xyxy=(686,167,864,287)
ornament-icon: —◦◦◎◦◦— xyxy=(147,153,200,164)
editorial-logo-icon xyxy=(24,110,66,152)
article2-col-3 xyxy=(977,487,1267,630)
article1-headline: ಟ್ರಂಪನ ಖಳನಾಗಿಸುವ ಮುನ್ನ... xyxy=(595,99,1037,143)
article3-body xyxy=(0,1238,1273,1445)
upper-section xyxy=(0,86,1273,1148)
column-name: ಉಘೇ ವೀರಭೂಮಿಗೆ xyxy=(686,168,820,192)
shloka-body xyxy=(4,727,343,1148)
verse-line-2: ಅದೃಷ್ಟಪರಸಾಮರ್ಥ್ಯಃ ಸದರ್ಪಃ ಕೋ ಭವೇನ್ನ ಹಿ॥ - ಸಮಯೋಚಿತ ಪದ್ಯಮಾಲಿಕಾ xyxy=(4,709,275,722)
article2-col-2 xyxy=(671,487,961,643)
editorial-label: ಸಂಪಾದಕೀಯ xyxy=(76,111,227,151)
color-bar-navy xyxy=(833,1158,1030,1174)
